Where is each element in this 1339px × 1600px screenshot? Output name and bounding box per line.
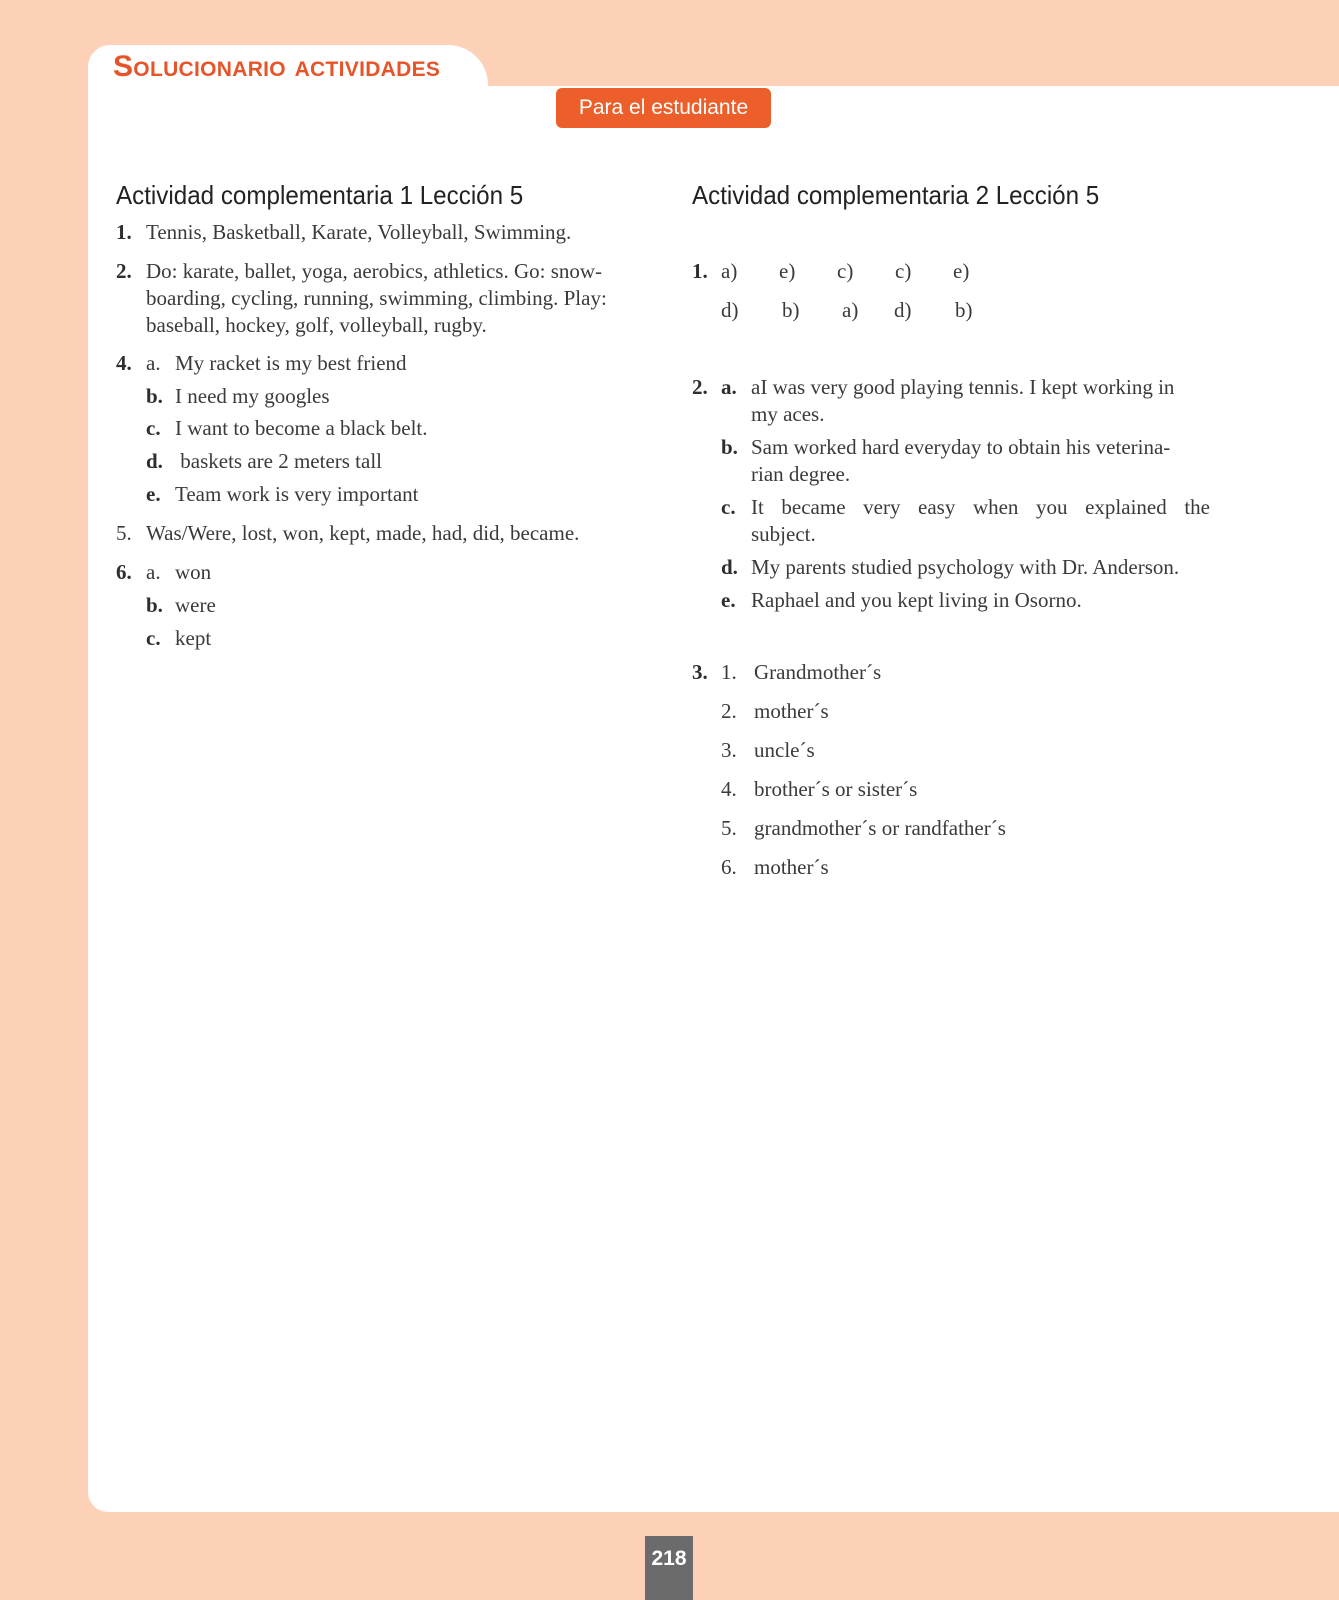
- left-q4-letter: a.: [146, 351, 161, 375]
- right-q2-text: Sam worked hard everyday to obtain his veterina-: [751, 435, 1171, 459]
- right-q2-number: 2.: [692, 375, 708, 399]
- right-q2-text: rian degree.: [751, 462, 851, 486]
- right-q1-answer: a): [721, 259, 738, 283]
- right-q1-answer: b): [955, 298, 973, 322]
- left-q6-letter: b.: [146, 593, 163, 617]
- right-q2-text: subject.: [751, 522, 816, 546]
- right-q3-item-text: grandmother´s or randfather´s: [754, 816, 1006, 840]
- right-q1-answer: b): [782, 298, 800, 322]
- left-q4-letter: c.: [146, 416, 161, 440]
- left-q4-letter: e.: [146, 482, 161, 506]
- right-heading: Actividad complementaria 2 Lección 5: [692, 180, 1100, 210]
- right-q1-answer: a): [842, 298, 859, 322]
- left-q5-number: 5.: [116, 521, 132, 545]
- left-q1-text: Tennis, Basketball, Karate, Volleyball, Swimming.: [146, 220, 572, 244]
- left-q1-number: 1.: [116, 220, 132, 244]
- left-q4-letter: d.: [146, 449, 163, 473]
- left-q4-text: My racket is my best friend: [175, 351, 407, 375]
- right-q3-item-number: 5.: [721, 816, 737, 840]
- right-q1-answer: c): [895, 259, 912, 283]
- right-q2-letter: b.: [721, 435, 738, 459]
- right-q1-answer: e): [779, 259, 796, 283]
- right-q3-item-text: Grandmother´s: [754, 660, 882, 684]
- right-q2-text: Raphael and you kept living in Osorno.: [751, 588, 1082, 612]
- left-q2-line: boarding, cycling, running, swimming, climbing. Play:: [146, 286, 607, 310]
- left-q4-number: 4.: [116, 351, 132, 375]
- right-q2-text: aI was very good playing tennis. I kept working in: [751, 375, 1175, 399]
- right-q3-item-number: 3.: [721, 738, 737, 762]
- left-q2-number: 2.: [116, 259, 132, 283]
- right-q3-item-number: 4.: [721, 777, 737, 801]
- right-q2-text: My parents studied psychology with Dr. Anderson.: [751, 555, 1180, 579]
- right-q1-answer: c): [837, 259, 854, 283]
- left-q6-letter: a.: [146, 560, 161, 584]
- page-number: 218: [645, 1536, 693, 1600]
- left-q6-letter: c.: [146, 626, 161, 650]
- left-q6-number: 6.: [116, 560, 132, 584]
- left-q6-text: kept: [175, 626, 212, 650]
- audience-badge: Para el estudiante: [556, 88, 771, 128]
- right-q1-number: 1.: [692, 259, 708, 283]
- right-q3-item-number: 2.: [721, 699, 737, 723]
- right-q1-answer: e): [953, 259, 970, 283]
- right-q2-letter: a.: [721, 375, 737, 399]
- left-q4-letter: b.: [146, 384, 163, 408]
- left-q5-text: Was/Were, lost, won, kept, made, had, did, became.: [146, 521, 580, 545]
- left-q2-line: baseball, hockey, golf, volleyball, rugby.: [146, 313, 487, 337]
- left-q4-text: I need my googles: [175, 384, 330, 408]
- right-q2-letter: d.: [721, 555, 738, 579]
- left-q4-text: I want to become a black belt.: [175, 416, 428, 440]
- left-q2-line: Do: karate, ballet, yoga, aerobics, athletics. Go: snow-: [146, 259, 603, 283]
- page-title: Solucionario actividades: [113, 50, 441, 83]
- left-q4-text: Team work is very important: [175, 482, 419, 506]
- left-q4-text: baskets are 2 meters tall: [175, 449, 383, 473]
- left-q6-text: won: [175, 560, 212, 584]
- right-q3-item-text: brother´s or sister´s: [754, 777, 918, 801]
- right-q2-letter: c.: [721, 495, 736, 519]
- left-heading: Actividad complementaria 1 Lección 5: [116, 180, 524, 210]
- left-q6-text: were: [175, 593, 216, 617]
- right-q3-item-text: mother´s: [754, 855, 829, 879]
- right-q1-answer: d): [894, 298, 912, 322]
- right-q2-text: my aces.: [751, 402, 825, 426]
- right-q3-item-number: 6.: [721, 855, 737, 879]
- right-q3-number: 3.: [692, 660, 708, 684]
- right-q3-item-text: uncle´s: [754, 738, 815, 762]
- right-q3-item-number: 1.: [721, 660, 737, 684]
- right-q3-item-text: mother´s: [754, 699, 829, 723]
- right-q1-answer: d): [721, 298, 739, 322]
- right-q2-letter: e.: [721, 588, 736, 612]
- right-q2-text: It became very easy when you explained the: [751, 495, 1210, 519]
